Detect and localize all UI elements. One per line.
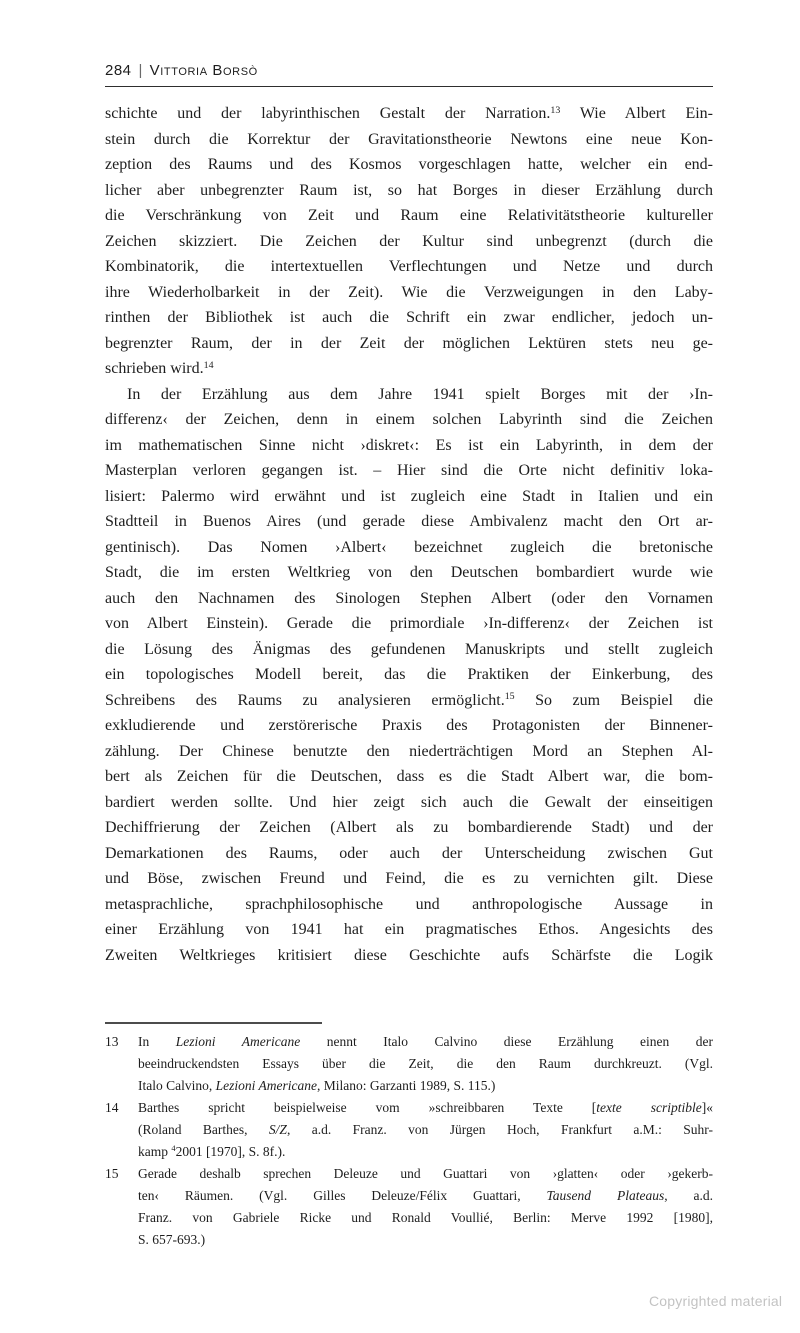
body-text-line: rinthen der Bibliothek ist auch die Schrift ein zwar endlicher, jedoch un-	[105, 309, 713, 326]
body-text-line: einer Erzählung von 1941 hat ein pragmatisches Ethos. Angesichts des	[105, 921, 713, 938]
body-text-line: differenz‹ der Zeichen, denn in einem solchen Labyrinth sind die Zeichen	[105, 411, 713, 428]
footnote-line: kamp $^4$2001 [1970], S. 8f.).	[138, 1144, 286, 1159]
body-text-line: Masterplan verloren gegangen ist. – Hier sind die Orte nicht definitiv loka-	[105, 462, 713, 479]
footnote	[105, 1097, 713, 1163]
body-text-line: im mathematischen Sinne nicht ›diskret‹: Es ist ein Labyrinth, in dem der	[105, 436, 713, 454]
footnote-line: (Roland Barthes, S/Z, a.d. Franz. von Jürgen Hoch, Frankfurt a.M.: Suhr-	[138, 1122, 713, 1137]
body-text-line: licher aber unbegrenzter Raum ist, so hat Borges in dieser Erzählung durch	[105, 181, 713, 199]
footnote-line: Barthes spricht beispielweise vom »schreibbaren Texte [texte scriptible]«	[138, 1100, 713, 1115]
body-text-line: Demarkationen des Raums, oder auch der Unterscheidung zwischen Gut	[105, 844, 713, 862]
body-text-line: zählung. Der Chinese benutzte den niederträchtigen Mord an Stephen Al-	[105, 742, 713, 760]
body-text-line: schichte und der labyrinthischen Gestalt der Narration.$^{13}$ Wie Albert Ein-	[105, 104, 713, 122]
body-text-line: die Lösung des Änigmas des gefundenen Manuskripts und stellt zugleich	[105, 640, 713, 658]
footnote-number: 15	[105, 1166, 119, 1181]
body-text-line: auch den Nachnamen des Sinologen Stephen Albert (oder den Vornamen	[105, 589, 713, 607]
body-text-line: Zweiten Weltkrieges kritisiert diese Geschichte aufs Schärfste die Logik	[105, 946, 713, 964]
body-text-line: von Albert Einstein). Gerade die primordiale ›In-differenz‹ der Zeichen ist	[105, 615, 713, 632]
body-text-line: exkludierende und zerstörerische Praxis des Protagonisten der Binnener-	[105, 717, 713, 734]
copyright-watermark: Copyrighted material	[649, 1293, 783, 1309]
paragraph	[105, 101, 713, 382]
body-text-line: begrenzter Raum, der in der Zeit der möglichen Lektüren stets neu ge-	[105, 334, 713, 352]
body-text-line: metasprachliche, sprachphilosophische und anthropologische Aussage in	[105, 895, 713, 913]
footnote-number: 14	[105, 1100, 119, 1115]
footnote-line: ten‹ Räumen. (Vgl. Gilles Deleuze/Félix Guattari, Tausend Plateaus, a.d.	[138, 1188, 713, 1203]
body-text-line: Zeichen skizziert. Die Zeichen der Kultur sind unbegrenzt (durch die	[105, 232, 713, 250]
footnote-text	[138, 1097, 713, 1163]
body-text-line: ein topologisches Modell bereit, das die Praktiken der Einkerbung, des	[105, 666, 713, 683]
body-text-line: bert als Zeichen für die Deutschen, dass es die Stadt Albert war, die bom-	[105, 768, 713, 785]
body-text-line: schrieben wird.$^{14}$	[105, 359, 214, 377]
body-text-line: Kombinatorik, die intertextuellen Verflechtungen und Netze und durch	[105, 258, 713, 275]
page-number: 284	[105, 62, 132, 79]
footnotes	[105, 1031, 713, 1251]
body-text	[105, 101, 713, 968]
footnote-line: Franz. von Gabriele Ricke und Ronald Voullié, Berlin: Merve 1992 [1980],	[138, 1210, 713, 1225]
footnote-text	[138, 1031, 713, 1097]
footnote-line: Italo Calvino, Lezioni Americane, Milano: Garzanti 1989, S. 115.)	[138, 1078, 496, 1093]
footnote-text	[138, 1163, 713, 1251]
body-text-line: die Verschränkung von Zeit und Raum eine Relativitätstheorie kultureller	[105, 207, 713, 224]
header-separator: |	[138, 62, 143, 79]
body-text-line: bardiert werden sollte. Und hier zeigt sich auch die Gewalt der einseitigen	[105, 793, 713, 811]
body-text-line: ihre Wiederholbarkeit in der Zeit). Wie die Verzweigungen in den Laby-	[105, 283, 713, 301]
footnote-line: In Lezioni Americane nennt Italo Calvino diese Erzählung einen der	[138, 1034, 713, 1049]
header-author: Vittoria Borsò	[149, 62, 258, 79]
body-text-line: zeption des Raums und des Kosmos vorgeschlagen hatte, welcher ein end-	[105, 156, 713, 173]
paragraph	[105, 382, 713, 969]
footnote-line: S. 657-693.)	[138, 1232, 206, 1247]
footnote	[105, 1031, 713, 1097]
footnote	[105, 1163, 713, 1251]
body-text-line: lisiert: Palermo wird erwähnt und ist zugleich eine Stadt in Italien und ein	[105, 487, 713, 505]
body-text-line: und Böse, zwischen Freund und Feind, die es zu vernichten gilt. Diese	[105, 870, 713, 887]
running-header	[105, 62, 713, 87]
body-text-line: Dechiffrierung der Zeichen (Albert als zu bombardierende Stadt) und der	[105, 819, 713, 836]
body-text-line: Schreibens des Raums zu analysieren ermöglicht.$^{15}$ So zum Beispiel die	[105, 691, 713, 709]
footnote-line: Gerade deshalb sprechen Deleuze und Guattari von ›glatten‹ oder ›gekerb-	[138, 1166, 713, 1181]
body-text-line: gentinisch). Das Nomen ›Albert‹ bezeichnet zugleich die bretonische	[105, 538, 713, 556]
footnote-line: beeindruckendsten Essays über die Zeit, die den Raum durchkreuzt. (Vgl.	[138, 1056, 713, 1071]
body-text-line: Stadtteil in Buenos Aires (und gerade diese Ambivalenz macht den Ort ar-	[105, 513, 713, 530]
body-text-line: Stadt, die im ersten Weltkrieg von den Deutschen bombardiert wurde wie	[105, 564, 713, 581]
body-text-line: stein durch die Korrektur der Gravitationstheorie Newtons eine neue Kon-	[105, 130, 713, 148]
footnote-number: 13	[105, 1034, 119, 1049]
body-text-line: In der Erzählung aus dem Jahre 1941 spielt Borges mit der ›In-	[127, 385, 713, 403]
footnote-separator-rule	[105, 1022, 322, 1024]
